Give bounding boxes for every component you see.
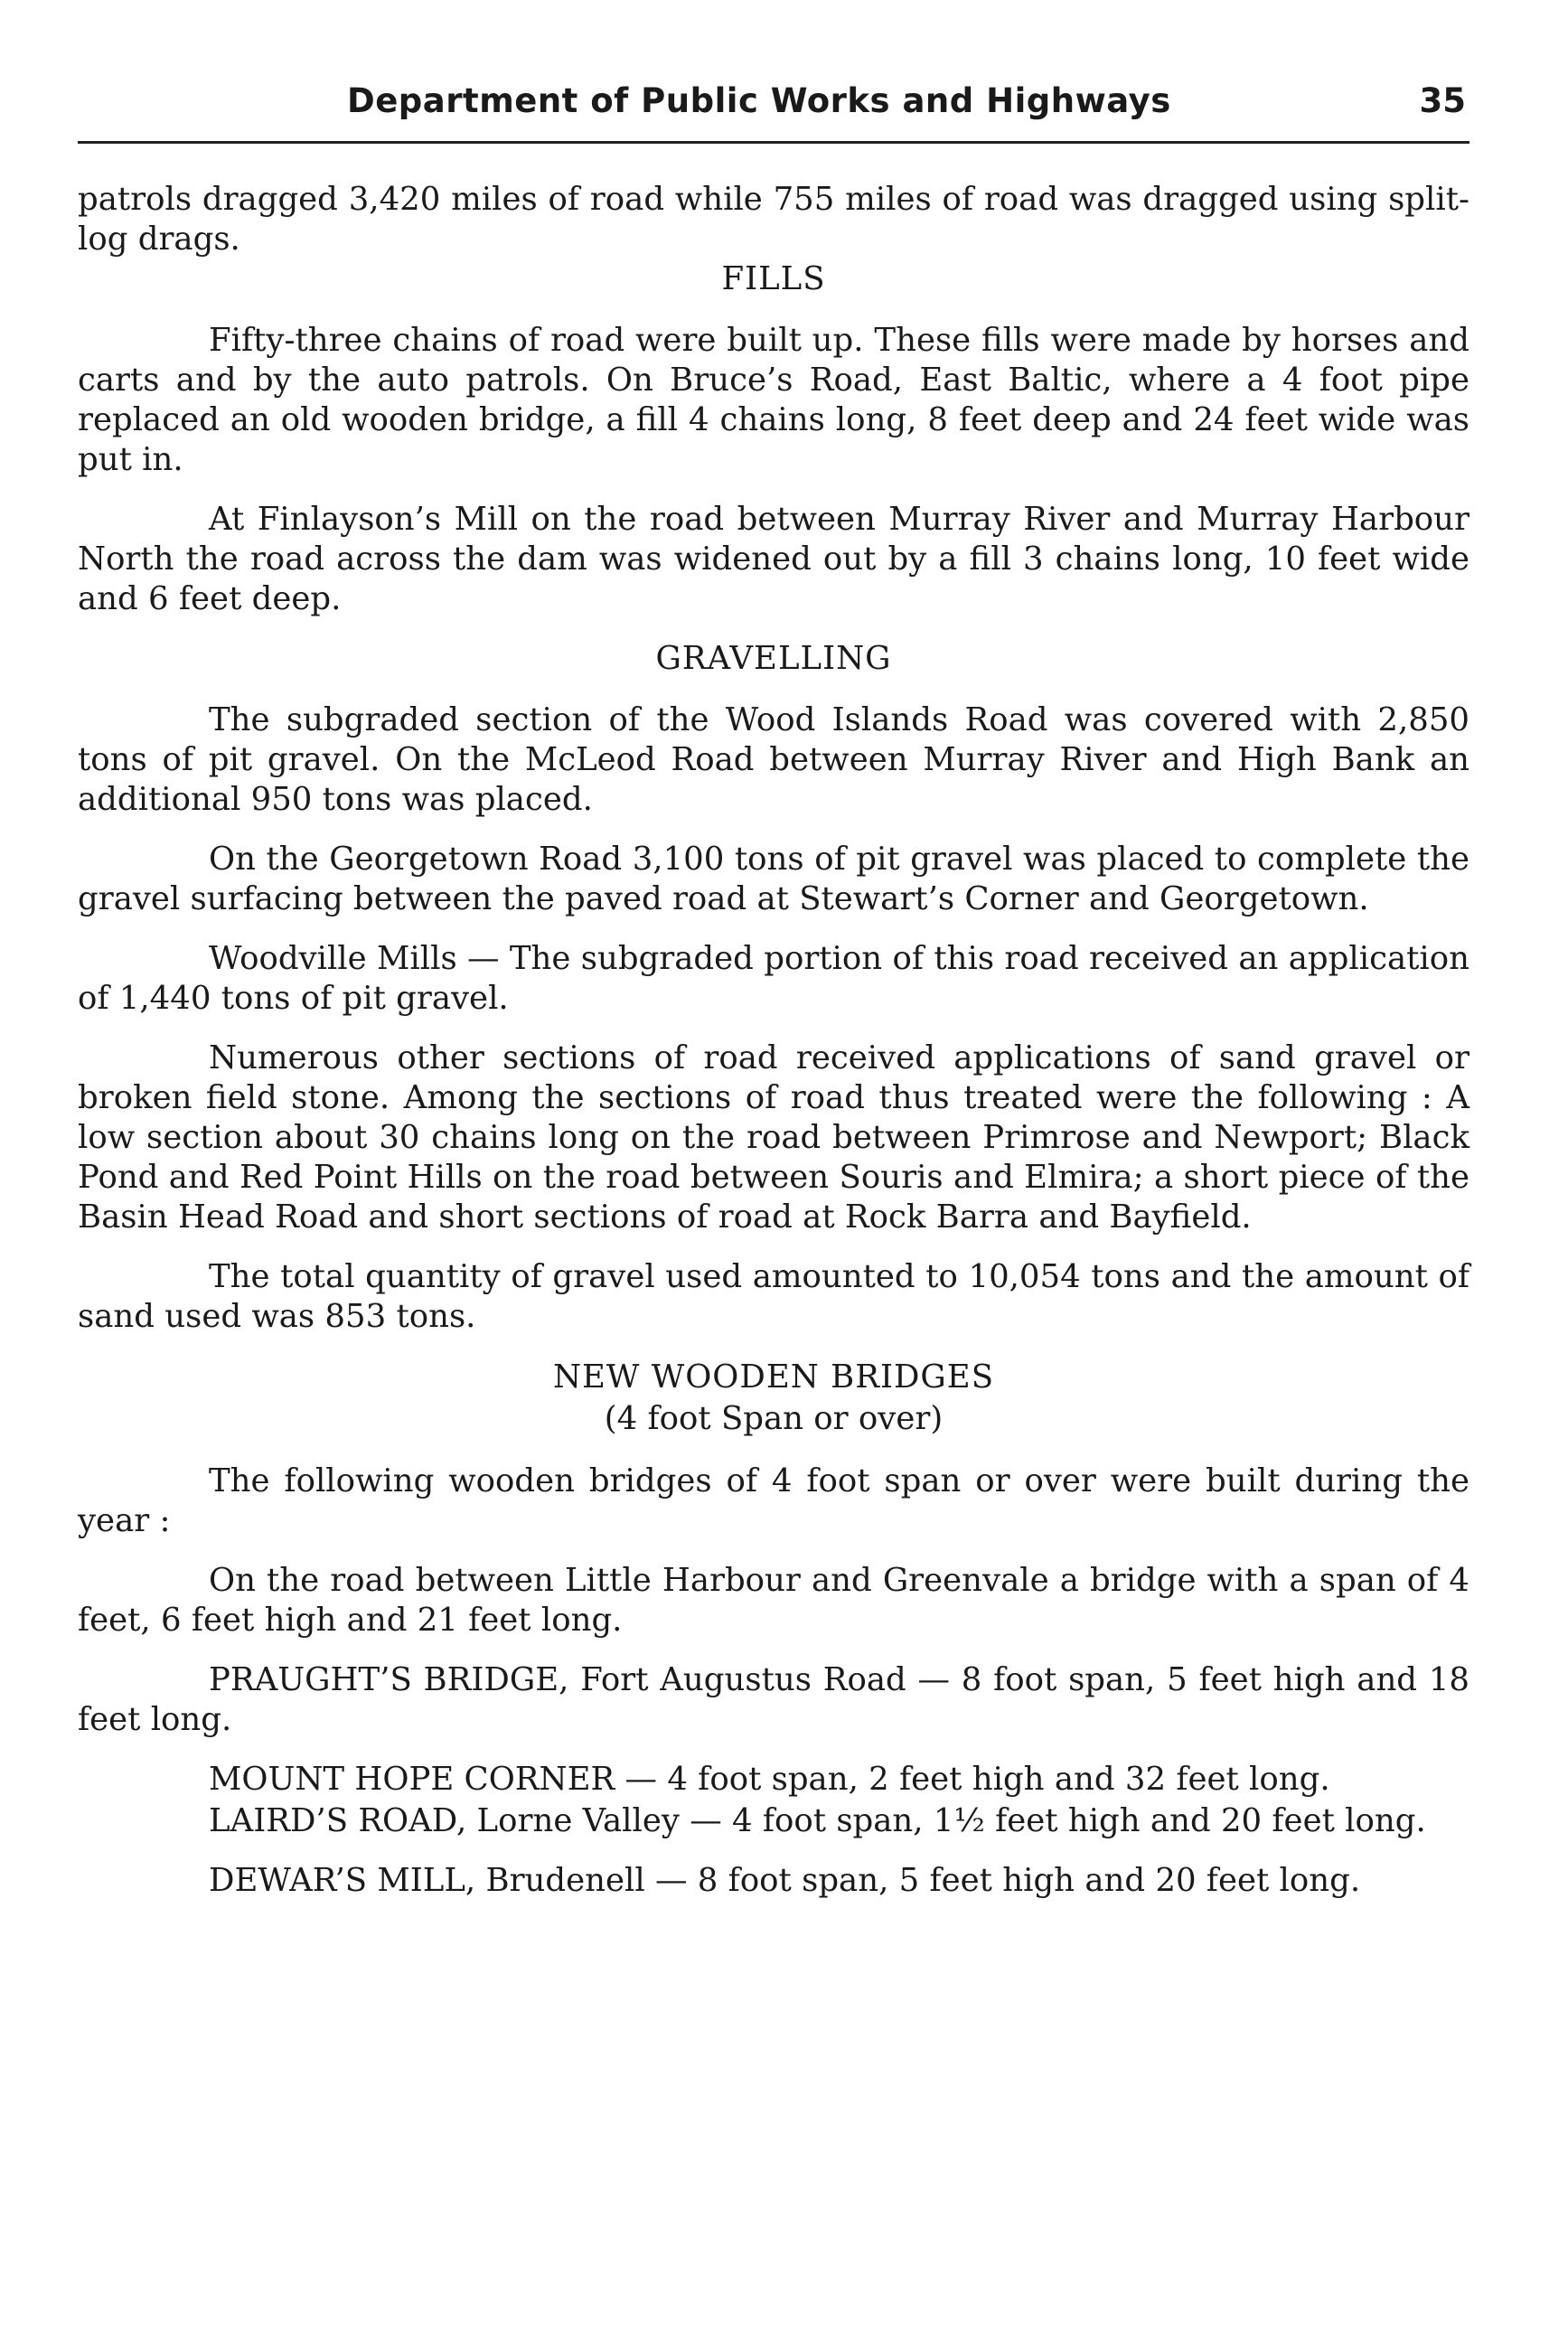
bridges-paragraph-4: MOUNT HOPE CORNER — 4 foot span, 2 feet high and 32 feet long. bbox=[209, 1761, 1330, 1798]
gravelling-paragraph-3: Woodville Mills — The subgraded portion of this road received an application of 1,440 tons of pit gravel. bbox=[78, 940, 1469, 1017]
gravelling-paragraph-5: The total quantity of gravel used amounted to 10,054 tons and the amount of sand used was 853 tons. bbox=[78, 1258, 1469, 1335]
document-page bbox=[78, 78, 1469, 1921]
gravelling-paragraph-1: The subgraded section of the Wood Islands Road was covered with 2,850 tons of pit gravel. On the McLeod Road between Murray River and High Bank an additional 950 tons was placed. bbox=[78, 701, 1469, 818]
bridges-heading-block bbox=[78, 1357, 1469, 1440]
bridges-subheading: (4 foot Span or over) bbox=[604, 1400, 944, 1437]
fills-heading: FILLS bbox=[721, 260, 826, 297]
bridges-paragraph-5: LAIRD’S ROAD, Lorne Valley — 4 foot span, 1½ feet high and 20 feet long. bbox=[209, 1802, 1426, 1839]
gravelling-paragraph-4: Numerous other sections of road received applications of sand gravel or broken field stone. Among the sections of road thus treated were the following : A low section about 30 chains long on the road between Primrose and Newport; Black Pond and Red Point Hills on the road between Souris and Elmira; a short piece of the Basin Head Road and short sections of road at Rock Barra and Bayfield. bbox=[78, 1039, 1469, 1236]
bridges-paragraph-6: DEWAR’S MILL, Brudenell — 8 foot span, 5 feet high and 20 feet long. bbox=[209, 1862, 1361, 1899]
bridges-paragraph-2: On the road between Little Harbour and Greenvale a bridge with a span of 4 feet, 6 feet high and 21 feet long. bbox=[78, 1562, 1469, 1639]
fills-paragraph-1: Fifty-three chains of road were built up. These fills were made by horses and carts and by the auto patrols. On Bruce’s Road, East Baltic, where a 4 foot pipe replaced an old wooden bridge, a fill 4 chains long, 8 feet deep and 24 feet wide was put in. bbox=[78, 322, 1469, 478]
running-header bbox=[78, 78, 1469, 144]
gravelling-paragraph-2: On the Georgetown Road 3,100 tons of pit gravel was placed to complete the gravel surfacing between the paved road at Stewart’s Corner and Georgetown. bbox=[78, 841, 1469, 917]
bridges-paragraph-3: PRAUGHT’S BRIDGE, Fort Augustus Road — 8 foot span, 5 feet high and 18 feet long. bbox=[78, 1661, 1469, 1738]
bridges-paragraph-1: The following wooden bridges of 4 foot span or over were built during the year : bbox=[78, 1462, 1469, 1539]
bridges-heading: NEW WOODEN BRIDGES bbox=[552, 1358, 995, 1396]
page-header-title: Department of Public Works and Highways bbox=[347, 81, 1171, 120]
gravelling-heading: GRAVELLING bbox=[655, 640, 892, 677]
page-number: 35 bbox=[1419, 81, 1466, 120]
intro-paragraph: patrols dragged 3,420 miles of road while 755 miles of road was dragged using split-log drags. bbox=[78, 181, 1469, 258]
body-text bbox=[78, 180, 1469, 1901]
fills-paragraph-2: At Finlayson’s Mill on the road between Murray River and Murray Harbour North the road across the dam was widened out by a fill 3 chains long, 10 feet wide and 6 feet deep. bbox=[78, 501, 1469, 617]
